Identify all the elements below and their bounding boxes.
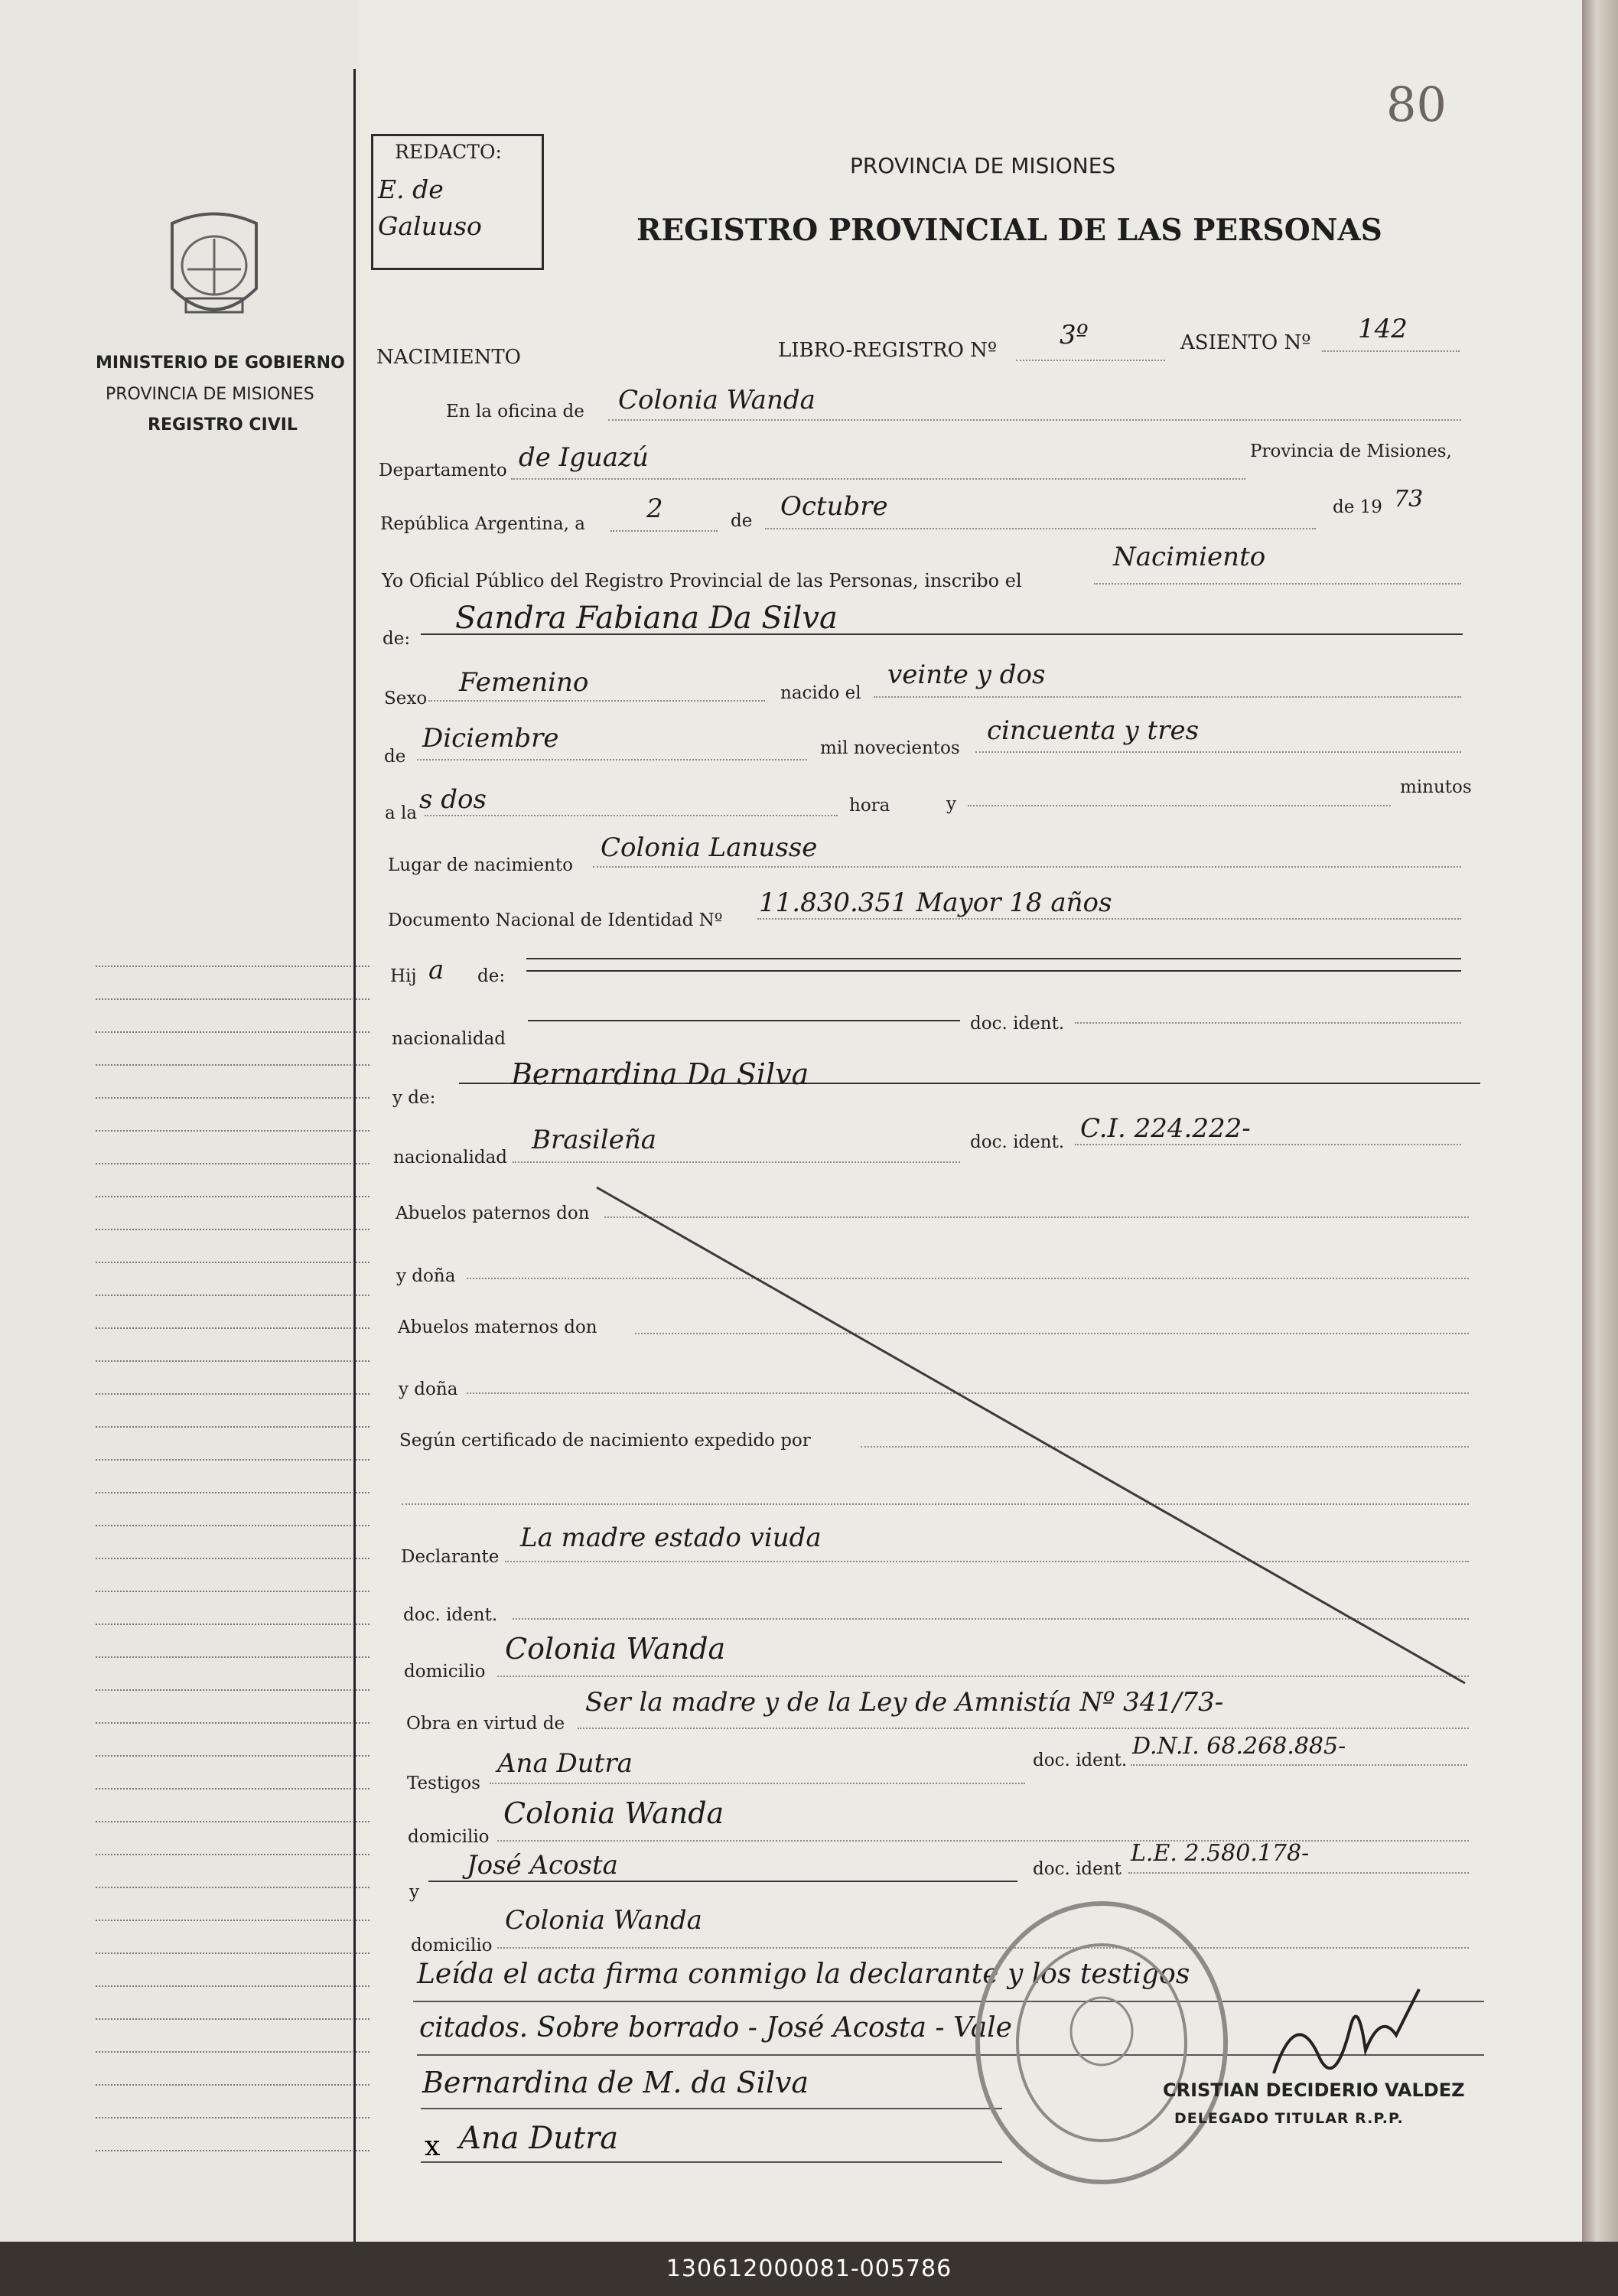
y-dona1-label: y doña	[396, 1266, 456, 1286]
hora-label: hora	[849, 796, 890, 816]
closing-line2: citados. Sobre borrado - José Acosta - Vale	[419, 2012, 1012, 2044]
dni-label: Documento Nacional de Identidad Nº	[388, 910, 723, 930]
closing-line3: Bernardina de M. da Silva	[422, 2066, 809, 2099]
obra-label: Obra en virtud de	[406, 1714, 565, 1734]
yo-oficial-label: Yo Oficial Público del Registro Provincial de las Personas, inscribo el	[382, 570, 1022, 591]
province-header: PROVINCIA DE MISIONES	[850, 153, 1116, 178]
x-mark: x	[425, 2131, 441, 2162]
sexo-label: Sexo	[384, 689, 428, 708]
oficina-value: Colonia Wanda	[618, 385, 816, 415]
lugar-label: Lugar de nacimiento	[388, 855, 573, 875]
de2-label: de	[384, 747, 406, 767]
domicilio3-label: domicilio	[411, 1936, 493, 1956]
asiento-label: ASIENTO Nº	[1180, 331, 1311, 354]
y-de-label: y de:	[392, 1088, 436, 1108]
abuelos-maternos-label: Abuelos maternos don	[398, 1317, 597, 1337]
closing-line4: Ana Dutra	[459, 2121, 619, 2156]
doc-ident1-label: doc. ident.	[970, 1014, 1065, 1034]
hij-value: a	[428, 955, 444, 985]
libro-label: LIBRO-REGISTRO Nº	[778, 339, 998, 362]
closing-line1: Leída el acta firma conmigo la declarante y los testigos	[417, 1959, 1190, 1990]
redacto-label: REDACTO:	[395, 141, 502, 163]
official-signature-icon	[1266, 1982, 1434, 2089]
a-la-label: a la	[385, 803, 418, 823]
y-dona2-label: y doña	[399, 1379, 458, 1399]
doc-ident5-label: doc. ident	[1033, 1859, 1122, 1879]
abuelos-paternos-label: Abuelos paternos don	[396, 1203, 590, 1223]
mil-value: cincuenta y tres	[987, 715, 1200, 746]
inscribo-value: Nacimiento	[1113, 542, 1266, 572]
asiento-value: 142	[1358, 314, 1408, 344]
provincia-label: Provincia de Misiones,	[1250, 441, 1452, 461]
nacido-label: nacido el	[780, 683, 861, 703]
doc-ident2-value: C.I. 224.222-	[1080, 1113, 1251, 1144]
declarante-value: La madre estado viuda	[520, 1523, 822, 1553]
registry-title: REGISTRO PROVINCIAL DE LAS PERSONAS	[636, 213, 1382, 248]
testigos-label: Testigos	[407, 1773, 480, 1793]
nacionalidad1-label: nacionalidad	[392, 1029, 506, 1049]
official-name: CRISTIAN DECIDERIO VALDEZ	[1163, 2079, 1465, 2101]
hij-de-label: de:	[477, 966, 506, 986]
doc-ident5-value: L.E. 2.580.178-	[1131, 1840, 1310, 1867]
de-label: de	[731, 511, 753, 531]
document-id: 130612000081-005786	[666, 2255, 952, 2282]
nacionalidad2-label: nacionalidad	[393, 1148, 508, 1168]
anio-value: 73	[1394, 486, 1424, 513]
minutos-label: minutos	[1400, 777, 1472, 797]
child-name: Sandra Fabiana Da Silva	[455, 601, 838, 636]
oficina-label: En la oficina de	[446, 402, 584, 422]
nacido-value: veinte y dos	[887, 659, 1046, 690]
domicilio1-label: domicilio	[404, 1662, 486, 1682]
doc-ident2-label: doc. ident.	[970, 1132, 1065, 1152]
domicilio3-value: Colonia Wanda	[505, 1905, 702, 1936]
mes-value: Octubre	[780, 491, 888, 522]
sexo-value: Femenino	[459, 667, 589, 698]
obra-value: Ser la madre y de la Ley de Amnistía Nº 341/73-	[585, 1687, 1224, 1718]
page-number: 80	[1386, 77, 1447, 132]
mother-name: Bernardina Da Silva	[511, 1057, 809, 1091]
mil-label: mil novecientos	[820, 738, 960, 758]
domicilio2-value: Colonia Wanda	[503, 1796, 724, 1830]
de-name-label: de:	[383, 629, 411, 649]
domicilio2-label: domicilio	[408, 1827, 490, 1847]
departamento-label: Departamento	[379, 461, 507, 480]
nacimiento-label: NACIMIENTO	[376, 346, 521, 369]
redacto-value: E. de Galuuso	[378, 174, 482, 241]
doc-ident4-value: D.N.I. 68.268.885-	[1132, 1733, 1346, 1760]
segun-label: Según certificado de nacimiento expedido por	[399, 1431, 811, 1451]
republica-label: República Argentina, a	[380, 514, 586, 534]
de19-label: de 19	[1333, 497, 1382, 517]
testigo2-value: José Acosta	[467, 1850, 618, 1881]
nacionalidad2-value: Brasileña	[532, 1125, 656, 1155]
ministry-line3: REGISTRO CIVIL	[148, 415, 298, 435]
lugar-value: Colonia Lanusse	[601, 832, 818, 863]
doc-ident3-label: doc. ident.	[403, 1605, 498, 1625]
dni-value: 11.830.351 Mayor 18 años	[759, 887, 1112, 918]
mes-nac-value: Diciembre	[422, 723, 559, 754]
official-role: DELEGADO TITULAR R.P.P.	[1174, 2110, 1404, 2127]
doc-ident4-label: doc. ident.	[1033, 1750, 1128, 1770]
ministry-line1: MINISTERIO DE GOBIERNO	[96, 353, 345, 373]
departamento-value: de Iguazú	[519, 442, 649, 473]
dia-value: 2	[646, 493, 663, 524]
hij-label: Hij	[390, 966, 417, 986]
testigo1-value: Ana Dutra	[497, 1748, 633, 1779]
libro-value: 3º	[1060, 320, 1089, 350]
ministry-line2: PROVINCIA DE MISIONES	[106, 385, 314, 404]
declarante-label: Declarante	[401, 1547, 500, 1567]
y-label: y	[946, 794, 956, 814]
y2-label: y	[409, 1882, 419, 1902]
domicilio1-value: Colonia Wanda	[505, 1632, 726, 1666]
registry-stamp-icon	[972, 1897, 1232, 2188]
a-la-value: s dos	[419, 784, 487, 815]
